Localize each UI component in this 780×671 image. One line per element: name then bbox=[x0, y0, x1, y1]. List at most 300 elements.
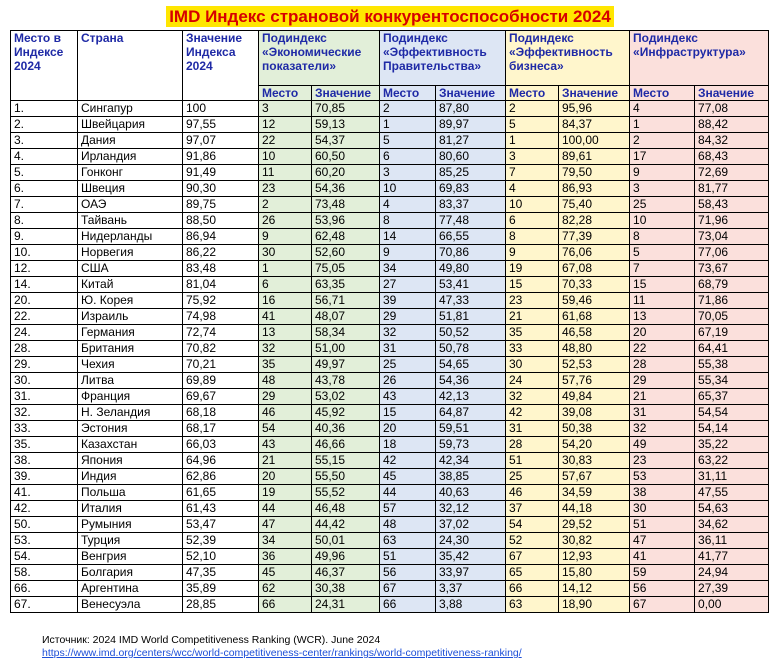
bus-value-cell: 39,08 bbox=[559, 405, 630, 421]
eco-place-cell: 43 bbox=[259, 437, 312, 453]
gov-place-cell: 56 bbox=[380, 565, 436, 581]
inf-place-cell: 23 bbox=[630, 453, 695, 469]
gov-value-cell: 42,13 bbox=[436, 389, 506, 405]
bus-value-cell: 76,06 bbox=[559, 245, 630, 261]
value-cell: 61,43 bbox=[183, 501, 259, 517]
table-row bbox=[11, 485, 769, 501]
table-row bbox=[11, 245, 769, 261]
inf-value-cell: 70,05 bbox=[695, 309, 769, 325]
rank-cell: 29. bbox=[11, 357, 78, 373]
gov-place-cell: 66 bbox=[380, 597, 436, 613]
gov-value-cell: 37,02 bbox=[436, 517, 506, 533]
rank-cell: 10. bbox=[11, 245, 78, 261]
inf-value-cell: 54,54 bbox=[695, 405, 769, 421]
rank-cell: 35. bbox=[11, 437, 78, 453]
header-row bbox=[11, 31, 769, 86]
value-cell: 68,18 bbox=[183, 405, 259, 421]
eco-place-cell: 29 bbox=[259, 389, 312, 405]
country-cell: Казахстан bbox=[78, 437, 183, 453]
value-cell: 70,82 bbox=[183, 341, 259, 357]
rank-cell: 66. bbox=[11, 581, 78, 597]
eco-place-cell: 13 bbox=[259, 325, 312, 341]
gov-value-cell: 87,80 bbox=[436, 101, 506, 117]
rank-cell: 3. bbox=[11, 133, 78, 149]
bus-place-cell: 42 bbox=[506, 405, 559, 421]
eco-value-cell: 55,50 bbox=[312, 469, 380, 485]
eco-value-cell: 48,07 bbox=[312, 309, 380, 325]
inf-place-cell: 7 bbox=[630, 261, 695, 277]
eco-place-cell: 1 bbox=[259, 261, 312, 277]
bus-place-cell: 66 bbox=[506, 581, 559, 597]
bus-place-cell: 52 bbox=[506, 533, 559, 549]
value-cell: 69,67 bbox=[183, 389, 259, 405]
table-row bbox=[11, 453, 769, 469]
country-cell: Швейцария bbox=[78, 117, 183, 133]
inf-value-cell: 65,37 bbox=[695, 389, 769, 405]
inf-place-cell: 15 bbox=[630, 277, 695, 293]
rank-cell: 67. bbox=[11, 597, 78, 613]
country-cell: Нидерланды bbox=[78, 229, 183, 245]
gov-value-cell: 38,85 bbox=[436, 469, 506, 485]
country-cell: Румыния bbox=[78, 517, 183, 533]
eco-place-cell: 45 bbox=[259, 565, 312, 581]
eco-place-cell: 10 bbox=[259, 149, 312, 165]
eco-value-cell: 58,34 bbox=[312, 325, 380, 341]
value-cell: 35,89 bbox=[183, 581, 259, 597]
country-cell: Индия bbox=[78, 469, 183, 485]
country-cell: Чехия bbox=[78, 357, 183, 373]
gov-value-cell: 54,36 bbox=[436, 373, 506, 389]
inf-value-cell: 84,32 bbox=[695, 133, 769, 149]
header-gov: Подиндекс «Эффективность Правительства» bbox=[380, 31, 506, 86]
inf-place-cell: 22 bbox=[630, 341, 695, 357]
gov-place-cell: 34 bbox=[380, 261, 436, 277]
bus-value-cell: 75,40 bbox=[559, 197, 630, 213]
subheader-place: Место bbox=[506, 86, 559, 101]
inf-value-cell: 67,19 bbox=[695, 325, 769, 341]
country-cell: Япония bbox=[78, 453, 183, 469]
table-row bbox=[11, 101, 769, 117]
table-row bbox=[11, 117, 769, 133]
bus-place-cell: 25 bbox=[506, 469, 559, 485]
eco-value-cell: 75,05 bbox=[312, 261, 380, 277]
gov-value-cell: 64,87 bbox=[436, 405, 506, 421]
bus-value-cell: 59,46 bbox=[559, 293, 630, 309]
inf-value-cell: 31,11 bbox=[695, 469, 769, 485]
gov-value-cell: 77,48 bbox=[436, 213, 506, 229]
bus-value-cell: 70,33 bbox=[559, 277, 630, 293]
inf-place-cell: 5 bbox=[630, 245, 695, 261]
bus-value-cell: 61,68 bbox=[559, 309, 630, 325]
value-cell: 66,03 bbox=[183, 437, 259, 453]
gov-place-cell: 51 bbox=[380, 549, 436, 565]
inf-place-cell: 31 bbox=[630, 405, 695, 421]
value-cell: 81,04 bbox=[183, 277, 259, 293]
gov-place-cell: 15 bbox=[380, 405, 436, 421]
gov-value-cell: 49,80 bbox=[436, 261, 506, 277]
inf-place-cell: 28 bbox=[630, 357, 695, 373]
rank-cell: 22. bbox=[11, 309, 78, 325]
rank-cell: 4. bbox=[11, 149, 78, 165]
value-cell: 75,92 bbox=[183, 293, 259, 309]
inf-place-cell: 1 bbox=[630, 117, 695, 133]
bus-value-cell: 50,38 bbox=[559, 421, 630, 437]
gov-value-cell: 53,41 bbox=[436, 277, 506, 293]
value-cell: 61,65 bbox=[183, 485, 259, 501]
table-row bbox=[11, 549, 769, 565]
inf-value-cell: 63,22 bbox=[695, 453, 769, 469]
table-row bbox=[11, 181, 769, 197]
bus-place-cell: 51 bbox=[506, 453, 559, 469]
inf-value-cell: 71,86 bbox=[695, 293, 769, 309]
rank-cell: 14. bbox=[11, 277, 78, 293]
eco-place-cell: 19 bbox=[259, 485, 312, 501]
eco-value-cell: 46,48 bbox=[312, 501, 380, 517]
header-country: Страна bbox=[78, 31, 183, 101]
eco-place-cell: 36 bbox=[259, 549, 312, 565]
rank-cell: 39. bbox=[11, 469, 78, 485]
gov-value-cell: 33,97 bbox=[436, 565, 506, 581]
competitiveness-table bbox=[10, 30, 769, 613]
bus-value-cell: 18,90 bbox=[559, 597, 630, 613]
eco-value-cell: 51,00 bbox=[312, 341, 380, 357]
subheader-place: Место bbox=[259, 86, 312, 101]
inf-value-cell: 27,39 bbox=[695, 581, 769, 597]
subheader-value: Значение bbox=[436, 86, 506, 101]
bus-place-cell: 7 bbox=[506, 165, 559, 181]
gov-place-cell: 67 bbox=[380, 581, 436, 597]
inf-place-cell: 10 bbox=[630, 213, 695, 229]
inf-place-cell: 67 bbox=[630, 597, 695, 613]
inf-value-cell: 73,04 bbox=[695, 229, 769, 245]
value-cell: 62,86 bbox=[183, 469, 259, 485]
eco-place-cell: 34 bbox=[259, 533, 312, 549]
gov-place-cell: 48 bbox=[380, 517, 436, 533]
bus-place-cell: 24 bbox=[506, 373, 559, 389]
inf-value-cell: 72,69 bbox=[695, 165, 769, 181]
inf-value-cell: 71,96 bbox=[695, 213, 769, 229]
bus-place-cell: 8 bbox=[506, 229, 559, 245]
gov-place-cell: 4 bbox=[380, 197, 436, 213]
country-cell: Франция bbox=[78, 389, 183, 405]
subheader-value: Значение bbox=[312, 86, 380, 101]
gov-place-cell: 8 bbox=[380, 213, 436, 229]
bus-place-cell: 32 bbox=[506, 389, 559, 405]
eco-value-cell: 53,02 bbox=[312, 389, 380, 405]
gov-place-cell: 2 bbox=[380, 101, 436, 117]
value-cell: 28,85 bbox=[183, 597, 259, 613]
table-row bbox=[11, 133, 769, 149]
gov-place-cell: 18 bbox=[380, 437, 436, 453]
subheader-value: Значение bbox=[695, 86, 769, 101]
table-row bbox=[11, 405, 769, 421]
eco-value-cell: 43,78 bbox=[312, 373, 380, 389]
value-cell: 74,98 bbox=[183, 309, 259, 325]
eco-value-cell: 60,50 bbox=[312, 149, 380, 165]
bus-place-cell: 5 bbox=[506, 117, 559, 133]
eco-value-cell: 46,66 bbox=[312, 437, 380, 453]
bus-value-cell: 89,61 bbox=[559, 149, 630, 165]
bus-place-cell: 1 bbox=[506, 133, 559, 149]
country-cell: Израиль bbox=[78, 309, 183, 325]
bus-place-cell: 33 bbox=[506, 341, 559, 357]
eco-place-cell: 20 bbox=[259, 469, 312, 485]
bus-value-cell: 95,96 bbox=[559, 101, 630, 117]
gov-place-cell: 57 bbox=[380, 501, 436, 517]
rank-cell: 38. bbox=[11, 453, 78, 469]
table-row bbox=[11, 293, 769, 309]
eco-value-cell: 70,85 bbox=[312, 101, 380, 117]
value-cell: 47,35 bbox=[183, 565, 259, 581]
gov-value-cell: 42,34 bbox=[436, 453, 506, 469]
bus-place-cell: 23 bbox=[506, 293, 559, 309]
bus-value-cell: 79,50 bbox=[559, 165, 630, 181]
value-cell: 53,47 bbox=[183, 517, 259, 533]
gov-value-cell: 80,60 bbox=[436, 149, 506, 165]
gov-value-cell: 85,25 bbox=[436, 165, 506, 181]
bus-place-cell: 19 bbox=[506, 261, 559, 277]
table-row bbox=[11, 501, 769, 517]
table-row bbox=[11, 261, 769, 277]
inf-value-cell: 64,41 bbox=[695, 341, 769, 357]
bus-value-cell: 84,37 bbox=[559, 117, 630, 133]
gov-value-cell: 81,27 bbox=[436, 133, 506, 149]
table-row bbox=[11, 165, 769, 181]
bus-value-cell: 48,80 bbox=[559, 341, 630, 357]
value-cell: 68,17 bbox=[183, 421, 259, 437]
bus-value-cell: 30,82 bbox=[559, 533, 630, 549]
country-cell: Турция bbox=[78, 533, 183, 549]
inf-place-cell: 59 bbox=[630, 565, 695, 581]
value-cell: 89,75 bbox=[183, 197, 259, 213]
page-title: IMD Индекс страновой конкурентоспособности 2024 bbox=[166, 6, 614, 27]
gov-value-cell: 70,86 bbox=[436, 245, 506, 261]
rank-cell: 7. bbox=[11, 197, 78, 213]
gov-value-cell: 59,73 bbox=[436, 437, 506, 453]
inf-value-cell: 24,94 bbox=[695, 565, 769, 581]
eco-place-cell: 26 bbox=[259, 213, 312, 229]
gov-value-cell: 54,65 bbox=[436, 357, 506, 373]
rank-cell: 31. bbox=[11, 389, 78, 405]
value-cell: 52,10 bbox=[183, 549, 259, 565]
eco-value-cell: 63,35 bbox=[312, 277, 380, 293]
source-link[interactable]: https://www.imd.org/centers/wcc/world-competitiveness-center/rankings/world-competitiveness-ranking/ bbox=[42, 647, 522, 659]
inf-value-cell: 68,43 bbox=[695, 149, 769, 165]
bus-place-cell: 67 bbox=[506, 549, 559, 565]
country-cell: Польша bbox=[78, 485, 183, 501]
bus-place-cell: 3 bbox=[506, 149, 559, 165]
eco-value-cell: 55,52 bbox=[312, 485, 380, 501]
gov-value-cell: 40,63 bbox=[436, 485, 506, 501]
eco-place-cell: 48 bbox=[259, 373, 312, 389]
bus-place-cell: 31 bbox=[506, 421, 559, 437]
source-text: Источник: 2024 IMD World Competitiveness Ranking (WCR). June 2024 bbox=[42, 634, 381, 646]
bus-value-cell: 29,52 bbox=[559, 517, 630, 533]
gov-place-cell: 43 bbox=[380, 389, 436, 405]
rank-cell: 54. bbox=[11, 549, 78, 565]
eco-value-cell: 62,48 bbox=[312, 229, 380, 245]
subheader-value: Значение bbox=[559, 86, 630, 101]
bus-place-cell: 4 bbox=[506, 181, 559, 197]
gov-place-cell: 63 bbox=[380, 533, 436, 549]
inf-value-cell: 73,67 bbox=[695, 261, 769, 277]
rank-cell: 28. bbox=[11, 341, 78, 357]
value-cell: 91,49 bbox=[183, 165, 259, 181]
eco-value-cell: 44,42 bbox=[312, 517, 380, 533]
country-cell: Эстония bbox=[78, 421, 183, 437]
header-inf: Подиндекс «Инфраструктура» bbox=[630, 31, 769, 86]
inf-place-cell: 17 bbox=[630, 149, 695, 165]
rank-cell: 5. bbox=[11, 165, 78, 181]
eco-value-cell: 52,60 bbox=[312, 245, 380, 261]
gov-value-cell: 47,33 bbox=[436, 293, 506, 309]
gov-place-cell: 26 bbox=[380, 373, 436, 389]
bus-place-cell: 30 bbox=[506, 357, 559, 373]
country-cell: Британия bbox=[78, 341, 183, 357]
inf-place-cell: 51 bbox=[630, 517, 695, 533]
bus-value-cell: 30,83 bbox=[559, 453, 630, 469]
rank-cell: 1. bbox=[11, 101, 78, 117]
gov-place-cell: 29 bbox=[380, 309, 436, 325]
inf-value-cell: 35,22 bbox=[695, 437, 769, 453]
bus-value-cell: 14,12 bbox=[559, 581, 630, 597]
bus-value-cell: 49,84 bbox=[559, 389, 630, 405]
bus-place-cell: 63 bbox=[506, 597, 559, 613]
eco-place-cell: 47 bbox=[259, 517, 312, 533]
value-cell: 91,86 bbox=[183, 149, 259, 165]
gov-place-cell: 14 bbox=[380, 229, 436, 245]
table-row bbox=[11, 341, 769, 357]
bus-value-cell: 54,20 bbox=[559, 437, 630, 453]
inf-place-cell: 47 bbox=[630, 533, 695, 549]
inf-place-cell: 30 bbox=[630, 501, 695, 517]
bus-place-cell: 28 bbox=[506, 437, 559, 453]
eco-place-cell: 35 bbox=[259, 357, 312, 373]
inf-value-cell: 54,14 bbox=[695, 421, 769, 437]
inf-value-cell: 88,42 bbox=[695, 117, 769, 133]
gov-place-cell: 25 bbox=[380, 357, 436, 373]
table-row bbox=[11, 277, 769, 293]
value-cell: 88,50 bbox=[183, 213, 259, 229]
table-header bbox=[11, 31, 769, 101]
country-cell: Китай bbox=[78, 277, 183, 293]
eco-place-cell: 6 bbox=[259, 277, 312, 293]
rank-cell: 24. bbox=[11, 325, 78, 341]
value-cell: 90,30 bbox=[183, 181, 259, 197]
country-cell: Болгария bbox=[78, 565, 183, 581]
footer bbox=[42, 634, 522, 660]
inf-place-cell: 29 bbox=[630, 373, 695, 389]
inf-place-cell: 32 bbox=[630, 421, 695, 437]
country-cell: Венгрия bbox=[78, 549, 183, 565]
bus-place-cell: 46 bbox=[506, 485, 559, 501]
inf-place-cell: 11 bbox=[630, 293, 695, 309]
header-rank: Место в Индексе 2024 bbox=[11, 31, 78, 101]
table-row bbox=[11, 197, 769, 213]
eco-value-cell: 54,36 bbox=[312, 181, 380, 197]
country-cell: Италия bbox=[78, 501, 183, 517]
eco-value-cell: 56,71 bbox=[312, 293, 380, 309]
eco-value-cell: 49,97 bbox=[312, 357, 380, 373]
country-cell: Гонконг bbox=[78, 165, 183, 181]
inf-place-cell: 56 bbox=[630, 581, 695, 597]
gov-place-cell: 44 bbox=[380, 485, 436, 501]
bus-value-cell: 67,08 bbox=[559, 261, 630, 277]
gov-value-cell: 35,42 bbox=[436, 549, 506, 565]
eco-value-cell: 40,36 bbox=[312, 421, 380, 437]
eco-place-cell: 23 bbox=[259, 181, 312, 197]
inf-value-cell: 77,06 bbox=[695, 245, 769, 261]
table-row bbox=[11, 581, 769, 597]
country-cell: Н. Зеландия bbox=[78, 405, 183, 421]
value-cell: 97,07 bbox=[183, 133, 259, 149]
gov-place-cell: 39 bbox=[380, 293, 436, 309]
table-row bbox=[11, 533, 769, 549]
eco-value-cell: 45,92 bbox=[312, 405, 380, 421]
gov-place-cell: 10 bbox=[380, 181, 436, 197]
rank-cell: 20. bbox=[11, 293, 78, 309]
eco-place-cell: 54 bbox=[259, 421, 312, 437]
rank-cell: 12. bbox=[11, 261, 78, 277]
rank-cell: 42. bbox=[11, 501, 78, 517]
inf-value-cell: 34,62 bbox=[695, 517, 769, 533]
inf-value-cell: 68,79 bbox=[695, 277, 769, 293]
eco-place-cell: 32 bbox=[259, 341, 312, 357]
rank-cell: 2. bbox=[11, 117, 78, 133]
value-cell: 69,89 bbox=[183, 373, 259, 389]
table-row bbox=[11, 565, 769, 581]
eco-value-cell: 24,31 bbox=[312, 597, 380, 613]
gov-value-cell: 59,51 bbox=[436, 421, 506, 437]
country-cell: ОАЭ bbox=[78, 197, 183, 213]
rank-cell: 30. bbox=[11, 373, 78, 389]
table-body bbox=[11, 101, 769, 613]
value-cell: 64,96 bbox=[183, 453, 259, 469]
subheader-place: Место bbox=[630, 86, 695, 101]
inf-place-cell: 13 bbox=[630, 309, 695, 325]
inf-place-cell: 25 bbox=[630, 197, 695, 213]
bus-place-cell: 35 bbox=[506, 325, 559, 341]
eco-place-cell: 62 bbox=[259, 581, 312, 597]
header-bus: Подиндекс «Эффективность бизнеса» bbox=[506, 31, 630, 86]
table-row bbox=[11, 469, 769, 485]
country-cell: Норвегия bbox=[78, 245, 183, 261]
inf-value-cell: 55,38 bbox=[695, 357, 769, 373]
rank-cell: 41. bbox=[11, 485, 78, 501]
eco-value-cell: 60,20 bbox=[312, 165, 380, 181]
eco-value-cell: 49,96 bbox=[312, 549, 380, 565]
eco-value-cell: 53,96 bbox=[312, 213, 380, 229]
gov-place-cell: 45 bbox=[380, 469, 436, 485]
gov-value-cell: 32,12 bbox=[436, 501, 506, 517]
gov-place-cell: 42 bbox=[380, 453, 436, 469]
rank-cell: 53. bbox=[11, 533, 78, 549]
inf-value-cell: 55,34 bbox=[695, 373, 769, 389]
eco-place-cell: 3 bbox=[259, 101, 312, 117]
eco-place-cell: 9 bbox=[259, 229, 312, 245]
gov-place-cell: 20 bbox=[380, 421, 436, 437]
inf-place-cell: 2 bbox=[630, 133, 695, 149]
value-cell: 100 bbox=[183, 101, 259, 117]
rank-cell: 33. bbox=[11, 421, 78, 437]
bus-value-cell: 12,93 bbox=[559, 549, 630, 565]
value-cell: 83,48 bbox=[183, 261, 259, 277]
gov-value-cell: 50,52 bbox=[436, 325, 506, 341]
value-cell: 97,55 bbox=[183, 117, 259, 133]
bus-value-cell: 46,58 bbox=[559, 325, 630, 341]
country-cell: Венесуэла bbox=[78, 597, 183, 613]
rank-cell: 6. bbox=[11, 181, 78, 197]
